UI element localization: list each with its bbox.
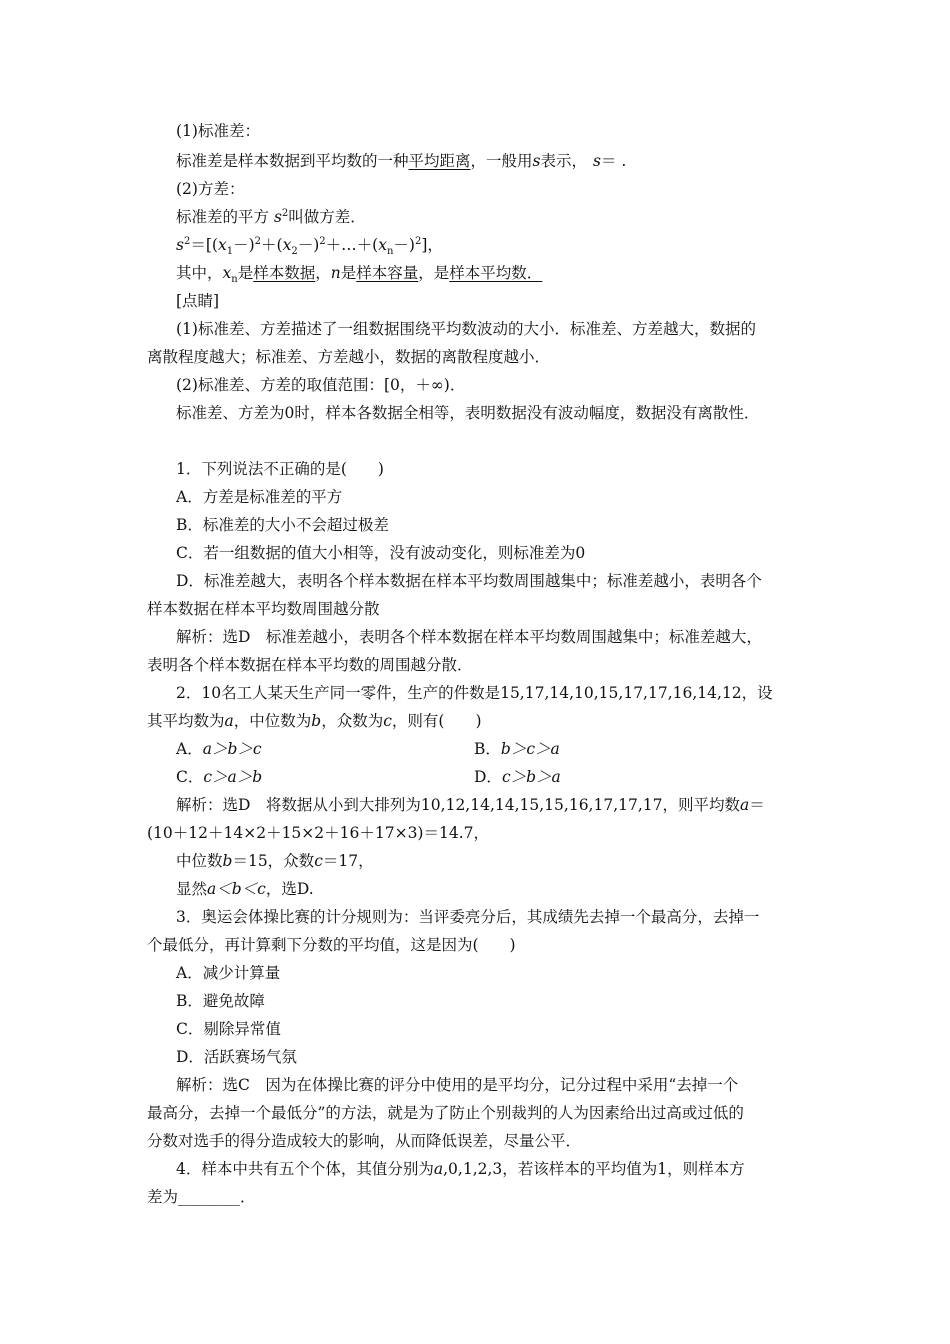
- q3-stem-line2: 个最低分，再计算剩下分数的平均值，这是因为( ): [147, 936, 516, 954]
- q2-option-b: [474, 739, 560, 759]
- text: ＝15，众数: [232, 852, 315, 870]
- symbol: a: [224, 712, 234, 730]
- var-heading: (2)方差：: [176, 180, 245, 198]
- subscript: 2: [291, 246, 298, 258]
- option-label: B．: [474, 740, 501, 758]
- symbol: a＜b＜c: [207, 880, 266, 898]
- symbol: x: [217, 236, 227, 254]
- option-label: D．: [474, 768, 502, 786]
- q2-option-d: [474, 767, 561, 787]
- superscript: 2: [319, 235, 326, 247]
- q2-options-row1: [176, 739, 676, 759]
- symbol: x: [378, 236, 387, 254]
- text: ＝17，: [322, 852, 374, 870]
- text: ，众数为: [321, 712, 384, 730]
- q3-answer-line1: 解析：选C 因为在体操比赛的评分中使用的是平均分，记分过程中采用“去掉一个: [176, 1076, 739, 1094]
- q1-option-a: A．方差是标准差的平方: [176, 488, 343, 506]
- q3-answer-line3: 分数对选手的得分造成较大的影响，从而降低误差，尽量公平．: [147, 1132, 582, 1150]
- option-text: c＞b＞a: [501, 768, 561, 786]
- text: －): [297, 236, 320, 254]
- underlined-term: 样本容量: [356, 264, 419, 282]
- notes-p2: (2)标准差、方差的取值范围：[0，＋∞)．: [176, 376, 466, 394]
- symbol: s: [273, 208, 282, 226]
- superscript: 2: [183, 235, 191, 247]
- variance-formula: [176, 235, 443, 258]
- text: ，中位数为: [233, 712, 312, 730]
- std-heading: (1)标准差：: [176, 122, 260, 140]
- text: ，一般用: [470, 152, 533, 170]
- q3-stem-line1: 3．奥运会体操比赛的计分规则为：当评委亮分后，其成绩先去掉一个最高分，去掉一: [176, 908, 760, 926]
- q1-option-c: C．若一组数据的值大小相等，没有波动变化，则标准差为0: [176, 544, 586, 562]
- q1-option-d-line1: D．标准差越大，表明各个样本数据在样本平均数周围越集中；标准差越小，表明各个: [176, 572, 762, 590]
- subscript: n: [386, 246, 394, 258]
- option-label: A．: [176, 740, 203, 758]
- symbol: s: [532, 152, 541, 170]
- text: 标准差的平方: [176, 208, 274, 226]
- text: －): [393, 236, 415, 254]
- symbol: s: [593, 152, 601, 170]
- option-label: C．: [176, 768, 204, 786]
- notes-p1-line2: 离散程度越大；标准差、方差越小，数据的离散程度越小．: [147, 348, 551, 366]
- q2-answer-line2: (10＋12＋14×2＋15×2＋16＋17×3)＝14.7，: [147, 824, 489, 842]
- q1-answer-line1: 解析：选D 标准差越小，表明各个样本数据在样本平均数周围越集中；标准差越大，: [176, 628, 762, 646]
- symbol: a: [433, 1160, 444, 1178]
- superscript: 2: [281, 207, 289, 219]
- symbol: a: [740, 796, 750, 814]
- symbol: b: [311, 712, 322, 730]
- text: 表示，: [540, 152, 588, 170]
- text: ＝[(: [190, 236, 218, 254]
- text: 叫做方差．: [288, 208, 366, 226]
- option-text: b＞c＞a: [500, 740, 560, 758]
- underlined-term: 样本平均数．: [449, 264, 543, 282]
- text: ，是: [418, 264, 450, 282]
- text: 是: [237, 264, 254, 282]
- q1-answer-line2: 表明各个样本数据在样本平均数的周围越分散．: [147, 656, 473, 674]
- text: ，选D.: [265, 880, 314, 898]
- q1-stem: 1．下列说法不正确的是( ): [176, 460, 384, 478]
- q3-option-a: A．减少计算量: [176, 964, 281, 982]
- q1-option-d-line2: 样本数据在样本平均数周围越分散: [147, 600, 380, 618]
- text: ＋…＋(: [325, 236, 379, 254]
- std-definition: [176, 151, 626, 171]
- q4-stem-line1: [176, 1159, 745, 1179]
- q2-stem-line1: 2．10名工人某天生产同一零件，生产的件数是15,17,14,10,15,17,17,16,14,12，设: [176, 684, 773, 702]
- underlined-term: 样本数据: [253, 264, 316, 282]
- text: 显然: [176, 880, 208, 898]
- option-text: a＞b＞c: [202, 740, 262, 758]
- q2-option-c: [176, 768, 262, 786]
- text: 中位数: [176, 852, 223, 870]
- text: ＝ .: [601, 152, 627, 170]
- text: 标准差是样本数据到平均数的一种: [176, 152, 409, 170]
- text: ，则有( ): [391, 712, 482, 730]
- q2-stem-line2: [147, 711, 482, 731]
- text: ,0,1,2,3，若该样本的平均值为1，则样本方: [443, 1160, 745, 1178]
- symbol: b: [222, 852, 233, 870]
- q1-option-b: B．标准差的大小不会超过极差: [176, 516, 389, 534]
- symbol: x: [282, 236, 292, 254]
- q2-option-a: [176, 740, 262, 758]
- symbol: s: [176, 236, 184, 254]
- text: 解析：选D 将数据从小到大排列为10,12,14,14,15,15,16,17,17,17，则平均数: [176, 796, 741, 814]
- symbol: c: [314, 852, 323, 870]
- text: 是: [340, 264, 357, 282]
- var-where: [176, 263, 543, 286]
- text: ，: [315, 264, 331, 282]
- subscript: 1: [226, 246, 234, 258]
- q3-option-d: D．活跃赛场气氛: [176, 1048, 297, 1066]
- q2-answer-line1: [176, 795, 765, 815]
- option-text: c＞a＞b: [203, 768, 263, 786]
- text: 其中，: [176, 264, 223, 282]
- subscript: n: [231, 274, 238, 286]
- notes-label: [点睛]: [176, 292, 220, 310]
- superscript: 2: [254, 235, 262, 247]
- symbol: c: [383, 712, 392, 730]
- q2-answer-line4: [176, 879, 314, 899]
- var-definition: [176, 207, 366, 227]
- notes-p3: 标准差、方差为0时，样本各数据全相等，表明数据没有波动幅度，数据没有离散性．: [176, 404, 760, 422]
- symbol: x: [222, 264, 232, 282]
- q3-option-c: C．剔除异常值: [176, 1020, 281, 1038]
- underlined-term: 平均距离: [408, 152, 471, 170]
- q3-answer-line2: 最高分，去掉一个最低分”的方法，就是为了防止个别裁判的人为因素给出过高或过低的: [147, 1104, 744, 1122]
- text: ]，: [421, 236, 443, 254]
- text: ＝: [749, 796, 765, 814]
- text: ＋(: [261, 236, 283, 254]
- q2-options-row2: [176, 767, 676, 787]
- q4-stem-line2: 差为________．: [147, 1188, 256, 1206]
- text: 其平均数为: [147, 712, 225, 730]
- superscript: 2: [414, 235, 422, 247]
- text: 4．样本中共有五个个体，其值分别为: [176, 1160, 434, 1178]
- q3-option-b: B．避免故障: [176, 992, 265, 1010]
- notes-p1-line1: (1)标准差、方差描述了一组数据围绕平均数波动的大小．标准差、方差越大，数据的: [176, 320, 756, 338]
- q2-answer-line3: [176, 851, 374, 871]
- text: －): [233, 236, 255, 254]
- symbol: n: [330, 264, 341, 282]
